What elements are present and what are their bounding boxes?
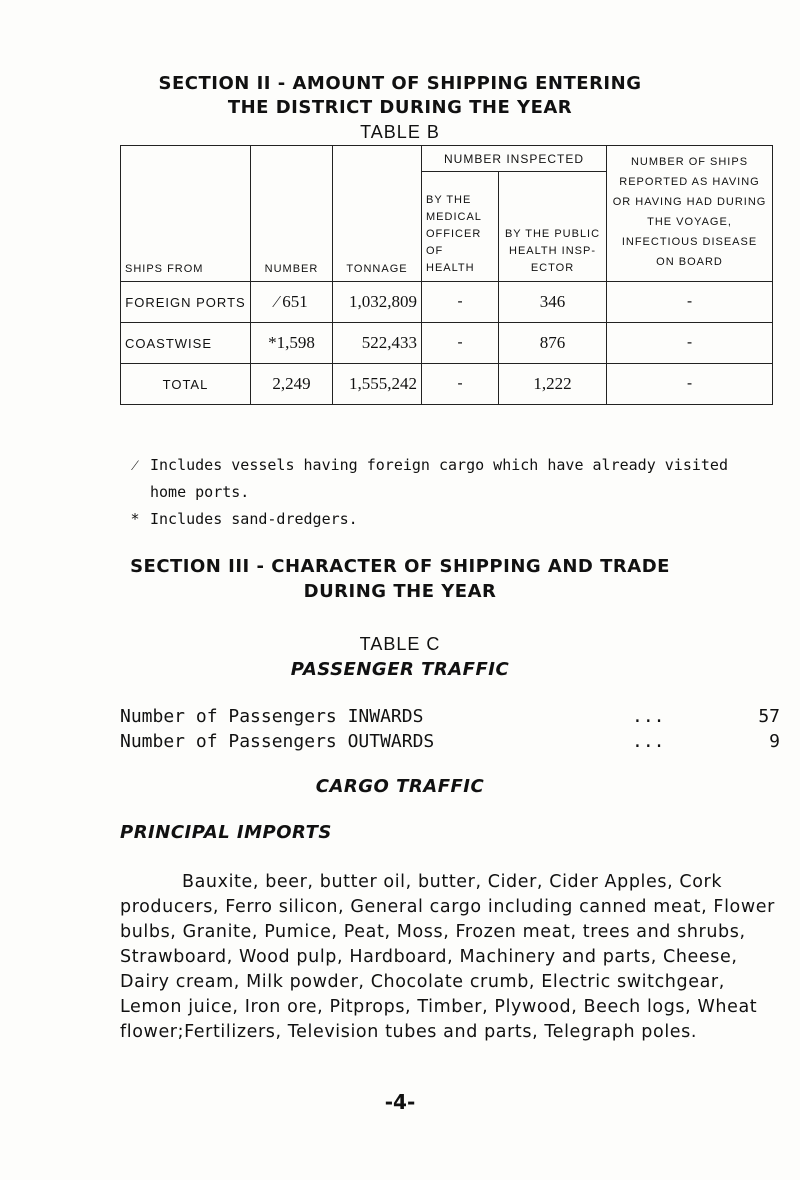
section-2-title-line-1: SECTION II - AMOUNT OF SHIPPING ENTERING <box>158 73 642 94</box>
header-tonnage: TONNAGE <box>333 146 422 282</box>
table-b-label: TABLE B <box>360 122 440 142</box>
cell-infectious: - <box>607 364 773 405</box>
footnote-text: Includes vessels having foreign cargo which have already visited <box>150 456 728 474</box>
cell-public: 346 <box>499 282 607 323</box>
table-row <box>121 364 773 405</box>
table-b-footnotes <box>120 452 780 533</box>
header-infectious-disease: NUMBER OF SHIPS REPORTED AS HAVING OR HAVING HAD DURING THE VOYAGE, INFECTIOUS DISEASE ON BOARD <box>607 146 773 282</box>
cell-medical: - <box>422 364 499 405</box>
cell-number: *1,598 <box>251 323 333 364</box>
cell-public: 1,222 <box>499 364 607 405</box>
leader-dots: ... <box>632 706 665 727</box>
header-number: NUMBER <box>251 146 333 282</box>
footnote-text: Includes sand-dredgers. <box>150 510 358 528</box>
leader-dots: ... <box>632 731 665 752</box>
cell-number: 2,249 <box>251 364 333 405</box>
cell-medical: - <box>422 282 499 323</box>
cell-infectious: - <box>607 323 773 364</box>
passengers-outwards-value: 9 <box>769 731 780 752</box>
header-ships-from: SHIPS FROM <box>121 146 251 282</box>
table-c-label: TABLE C <box>359 634 441 654</box>
header-by-public-health-inspector: BY THE PUBLIC HEALTH INSP- ECTOR <box>499 172 607 282</box>
passengers-inwards-label: Number of Passengers INWARDS <box>120 706 424 727</box>
section-3-title-line-1: SECTION III - CHARACTER OF SHIPPING AND TRADE <box>130 556 670 577</box>
header-number-inspected: NUMBER INSPECTED <box>422 146 607 172</box>
row-label: COASTWISE <box>121 323 251 364</box>
cell-tonnage: 1,555,242 <box>333 364 422 405</box>
table-row <box>121 323 773 364</box>
footnote-text-continued: home ports. <box>150 483 250 501</box>
section-2-title-line-2: THE DISTRICT DURING THE YEAR <box>227 97 573 118</box>
principal-imports-heading: PRINCIPAL IMPORTS <box>120 822 332 843</box>
principal-imports-list: Bauxite, beer, butter oil, butter, Cider, Cider Apples, Cork producers, Ferro silicon, General cargo including canned meat, Flower bulbs, Granite, Pumice, Peat, Moss, Frozen meat, trees and shrubs, Strawboard, Wood pulp, Hardboard, Machinery and parts, Cheese, Dairy cream, Milk powder, Chocolate crumb, Electric switchgear, Lemon juice, Iron ore, Pitprops, Timber, Plywood, Beech logs, Wheat flower;Fertilizers, Television tubes and parts, Telegraph poles. <box>120 872 775 1042</box>
header-by-medical-officer: BY THE MEDICAL OFFICER OF HEALTH <box>422 172 499 282</box>
page-number: -4- <box>384 1090 416 1114</box>
passengers-inwards-value: 57 <box>758 706 780 727</box>
section-3-title-line-2: DURING THE YEAR <box>303 581 497 602</box>
cell-infectious: - <box>607 282 773 323</box>
table-b <box>120 145 773 405</box>
row-label: FOREIGN PORTS <box>121 282 251 323</box>
cell-number: ⁄ 651 <box>251 282 333 323</box>
footnote-mark: ⁄ <box>133 456 137 474</box>
passengers-outwards-row <box>120 731 780 761</box>
cell-tonnage: 1,032,809 <box>333 282 422 323</box>
cell-public: 876 <box>499 323 607 364</box>
cargo-traffic-heading: CARGO TRAFFIC <box>315 776 485 797</box>
cell-tonnage: 522,433 <box>333 323 422 364</box>
footnote-foreign-cargo <box>120 452 780 479</box>
table-row <box>121 282 773 323</box>
footnote-sand-dredgers <box>120 506 780 533</box>
cell-medical: - <box>422 323 499 364</box>
footnote-mark: * <box>130 510 140 528</box>
passenger-traffic-heading: PASSENGER TRAFFIC <box>290 659 510 680</box>
passengers-outwards-label: Number of Passengers OUTWARDS <box>120 731 435 752</box>
row-label: TOTAL <box>121 364 251 405</box>
